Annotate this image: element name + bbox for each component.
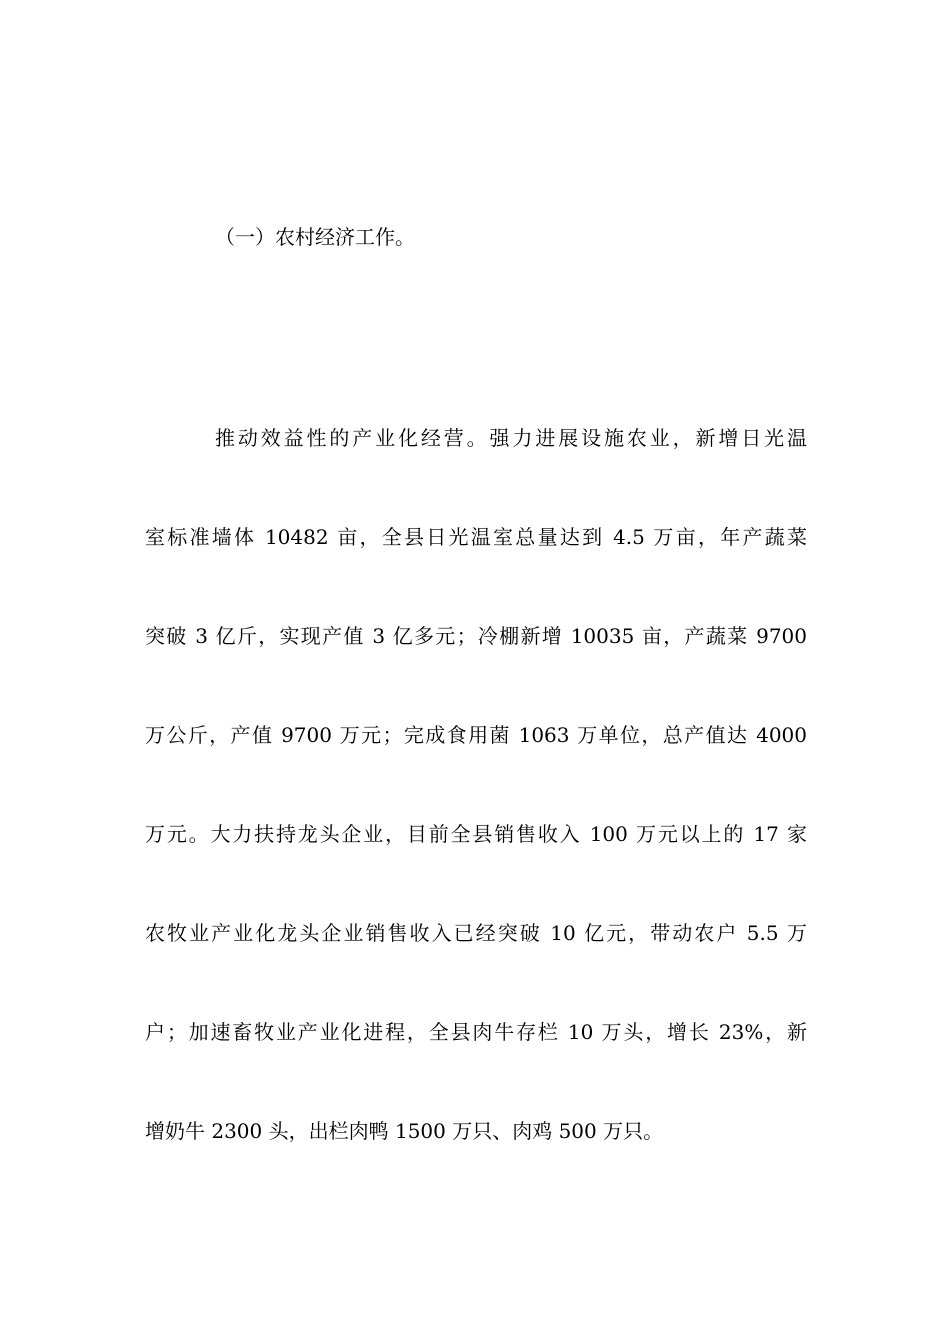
section-heading: （一）农村经济工作。 bbox=[215, 225, 415, 249]
paragraph-line-8: 增奶牛 2300 头，出栏肉鸭 1500 万只、肉鸡 500 万只。 bbox=[145, 1119, 664, 1143]
paragraph-line-5: 万元。大力扶持龙头企业，目前全县销售收入 100 万元以上的 17 家 bbox=[145, 822, 807, 846]
paragraph-line-3: 突破 3 亿斤，实现产值 3 亿多元；冷棚新增 10035 亩，产蔬菜 9700 bbox=[145, 624, 807, 648]
paragraph-line-4: 万公斤，产值 9700 万元；完成食用菌 1063 万单位，总产值达 4000 bbox=[145, 723, 807, 747]
paragraph-line-7: 户；加速畜牧业产业化进程，全县肉牛存栏 10 万头，增长 23%，新 bbox=[145, 1020, 807, 1044]
paragraph-line-2: 室标准墙体 10482 亩，全县日光温室总量达到 4.5 万亩，年产蔬菜 bbox=[145, 525, 807, 549]
paragraph-line-1: 推动效益性的产业化经营。强力进展设施农业，新增日光温 bbox=[215, 426, 807, 450]
paragraph-line-6: 农牧业产业化龙头企业销售收入已经突破 10 亿元，带动农户 5.5 万 bbox=[145, 921, 807, 945]
